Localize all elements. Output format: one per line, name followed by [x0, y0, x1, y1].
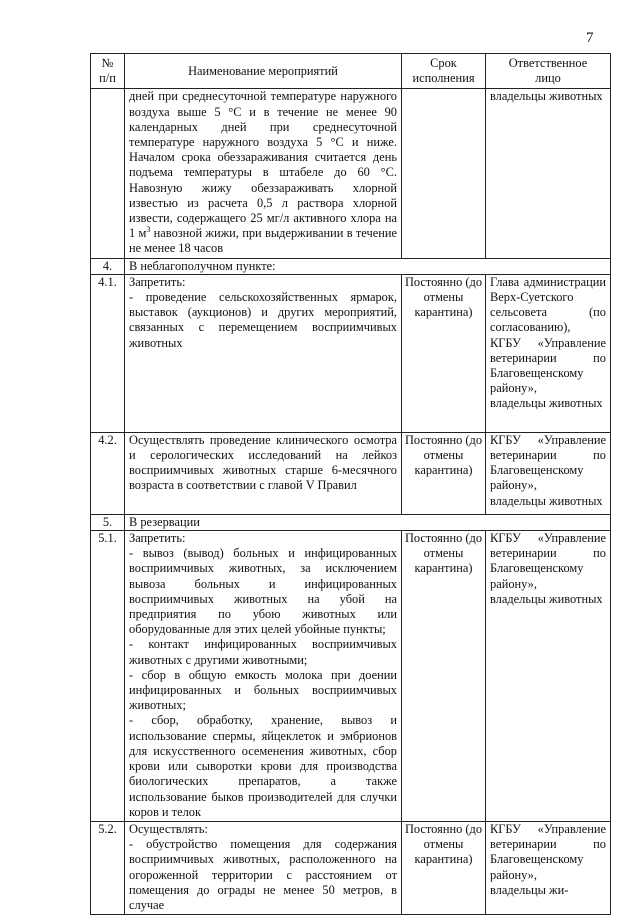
row-num: 4.2. — [91, 432, 125, 514]
resp-line: КГБУ «Управление ветеринарии по Благовещенскому району», — [490, 531, 606, 591]
page-number: 7 — [586, 30, 594, 46]
resp-line: КГБУ «Управление ветеринарии по Благовещенскому району», — [490, 821, 606, 882]
row-text — [125, 274, 402, 432]
row-title: Запретить: — [129, 274, 186, 289]
row-resp — [486, 274, 611, 432]
section-title: В неблагополучном пункте: — [125, 258, 611, 274]
list-item: - сбор, обработку, хранение, вывоз и использование спермы, яйцеклеток и эмбрионов для искусственного осеменения животных, сбор крови или сыворотки крови для производства биологических препаратов, а также использование быков производителей для случки коров и телок — [129, 713, 397, 819]
table-row — [91, 432, 611, 514]
row-num — [91, 89, 125, 258]
resp-line: владельцы животных — [490, 591, 603, 606]
measures-table — [90, 53, 611, 915]
row-text — [125, 821, 402, 914]
list-item: - сбор в общую емкость молока при доении инфицированных и больных восприимчивых животных; — [129, 667, 397, 713]
resp-line: КГБУ «Управление ветеринарии по Благовещенскому району», — [490, 335, 606, 396]
row-resp — [486, 531, 611, 822]
section-num: 5. — [91, 514, 125, 530]
header-name: Наименование мероприятий — [125, 54, 402, 89]
header-term: Срок исполнения — [402, 54, 486, 89]
table-row — [91, 89, 611, 258]
table-header — [91, 54, 611, 89]
table-row — [91, 531, 611, 822]
row-resp — [486, 821, 611, 914]
header-resp: Ответственное лицо — [486, 54, 611, 89]
row-resp — [486, 432, 611, 514]
section-title: В резервации — [125, 514, 611, 530]
row-text — [125, 531, 402, 822]
section-row — [91, 258, 611, 274]
resp-line: КГБУ «Управление ветеринарии по Благовещенскому району», — [490, 432, 606, 493]
header-num: № п/п — [91, 54, 125, 89]
row-title: Осуществлять: — [129, 821, 208, 836]
row-term — [402, 89, 486, 258]
list-item: - вывоз (вывод) больных и инфицированных восприимчивых животных, за исключением вывоза больных и инфицированных восприимчивых животных на убой на предприятия по убою животных или оборудованные для этих целей убойные пункты; — [129, 546, 397, 637]
resp-line: владельцы жи- — [490, 882, 569, 897]
section-num: 4. — [91, 258, 125, 274]
row-term: Постоянно (до отмены карантина) — [402, 531, 486, 822]
resp-line: владельцы животных — [490, 493, 603, 508]
resp-line: владельцы животных — [490, 396, 603, 411]
row-title: Запретить: — [129, 531, 186, 546]
row-term: Постоянно (до отмены карантина) — [402, 274, 486, 432]
row-num: 5.2. — [91, 821, 125, 914]
row-text: Осуществлять проведение клинического осмотра и серологических исследований на лейкоз восприимчивых животных старше 6-месячного возраста в соответствии с главой V Правил — [125, 432, 402, 514]
row-term: Постоянно (до отмены карантина) — [402, 821, 486, 914]
list-item: - контакт инфицированных восприимчивых животных с другими животными; — [129, 637, 397, 667]
row-resp: владельцы животных — [486, 89, 611, 258]
table-row — [91, 274, 611, 432]
row-num: 4.1. — [91, 274, 125, 432]
list-item: - обустройство помещения для содержания восприимчивых животных, расположенного на огороженной территории с расстоянием от помещения до ограды не менее 50 метров, в случае — [129, 837, 397, 912]
section-row — [91, 514, 611, 530]
row-text: дней при среднесуточной температуре наружного воздуха выше 5 °С и в течение не менее 90 календарных дней при среднесуточной температуре наружного воздуха 5 °С и ниже. Началом срока обеззараживания считается день подъема температуры в штабеле до 60 °С. Навозную жижу обеззараживать хлорной известью из расчета 0,5 л раствора хлорной извести, содержащего 25 мг/л активного хлора на 1 $м^3$ навозной жижи, при выдерживании в течение не менее 18 часов — [125, 89, 402, 258]
list-item: - проведение сельскохозяйственных ярмарок, выставок (аукционов) и других мероприятий, связанных с перемещением восприимчивых животных — [129, 290, 397, 350]
row-term: Постоянно (до отмены карантина) — [402, 432, 486, 514]
row-num: 5.1. — [91, 531, 125, 822]
table-row — [91, 821, 611, 914]
resp-line: Глава администрации Верх-Суетского сельсовета (по согласованию), — [490, 274, 606, 335]
